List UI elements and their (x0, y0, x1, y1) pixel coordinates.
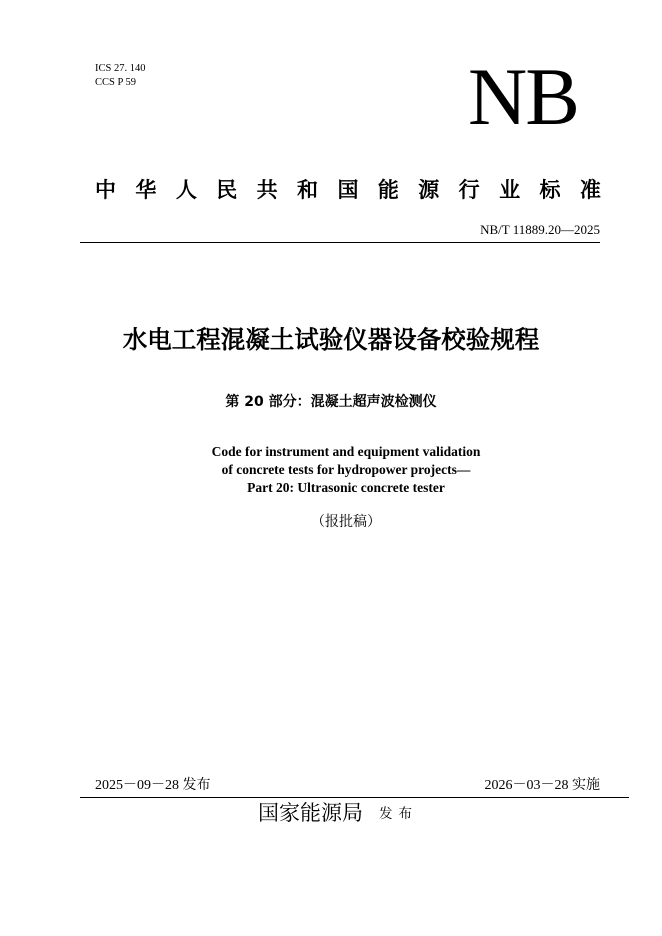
document-subtitle-cn: 第 20 部分：混凝土超声波检测仪 (225, 394, 437, 410)
org-title-char: 行 (458, 178, 480, 202)
publisher-line (258, 799, 418, 827)
document-title-en (0, 443, 662, 497)
title-en-line: Code for instrument and equipment validation (211, 444, 481, 459)
org-title-char: 人 (175, 178, 197, 202)
org-title-char: 国 (337, 178, 359, 202)
org-title-char: 能 (377, 178, 399, 202)
nb-logo: NB (468, 51, 578, 142)
org-title-char: 中 (95, 178, 116, 202)
issue-label: 发布 (182, 777, 211, 793)
header-divider (80, 242, 600, 243)
publisher-name: 国家能源局 (258, 801, 363, 825)
implementation-label: 实施 (572, 777, 600, 793)
issue-date: 2025－09－28 (95, 778, 179, 793)
org-title-char: 准 (579, 178, 601, 202)
issue-date-line (95, 775, 211, 796)
ccs-code: CCS P 59 (95, 77, 137, 88)
org-title-char: 和 (297, 178, 319, 202)
org-title-char: 标 (539, 178, 561, 202)
classification-codes (95, 62, 145, 90)
org-title-char: 业 (499, 178, 521, 202)
org-title-char: 共 (256, 178, 278, 202)
org-title (95, 175, 601, 205)
footer-divider (80, 797, 629, 798)
standard-number: NB/T 11889.20—2025 (480, 222, 600, 237)
document-title-cn: 水电工程混凝土试验仪器设备校验规程 (122, 325, 540, 354)
ics-code: ICS 27. 140 (95, 63, 146, 74)
title-en-line: of concrete tests for hydropower projects— (221, 462, 471, 477)
org-title-char: 华 (135, 178, 157, 202)
implementation-date-line (485, 775, 601, 796)
draft-status: （报批稿） (311, 514, 381, 530)
org-title-char: 民 (216, 178, 238, 202)
org-title-char: 源 (418, 178, 440, 202)
implementation-date: 2026－03－28 (484, 778, 569, 793)
title-en-line: Part 20: Ultrasonic concrete tester (247, 480, 445, 495)
publisher-action: 发布 (379, 806, 418, 822)
